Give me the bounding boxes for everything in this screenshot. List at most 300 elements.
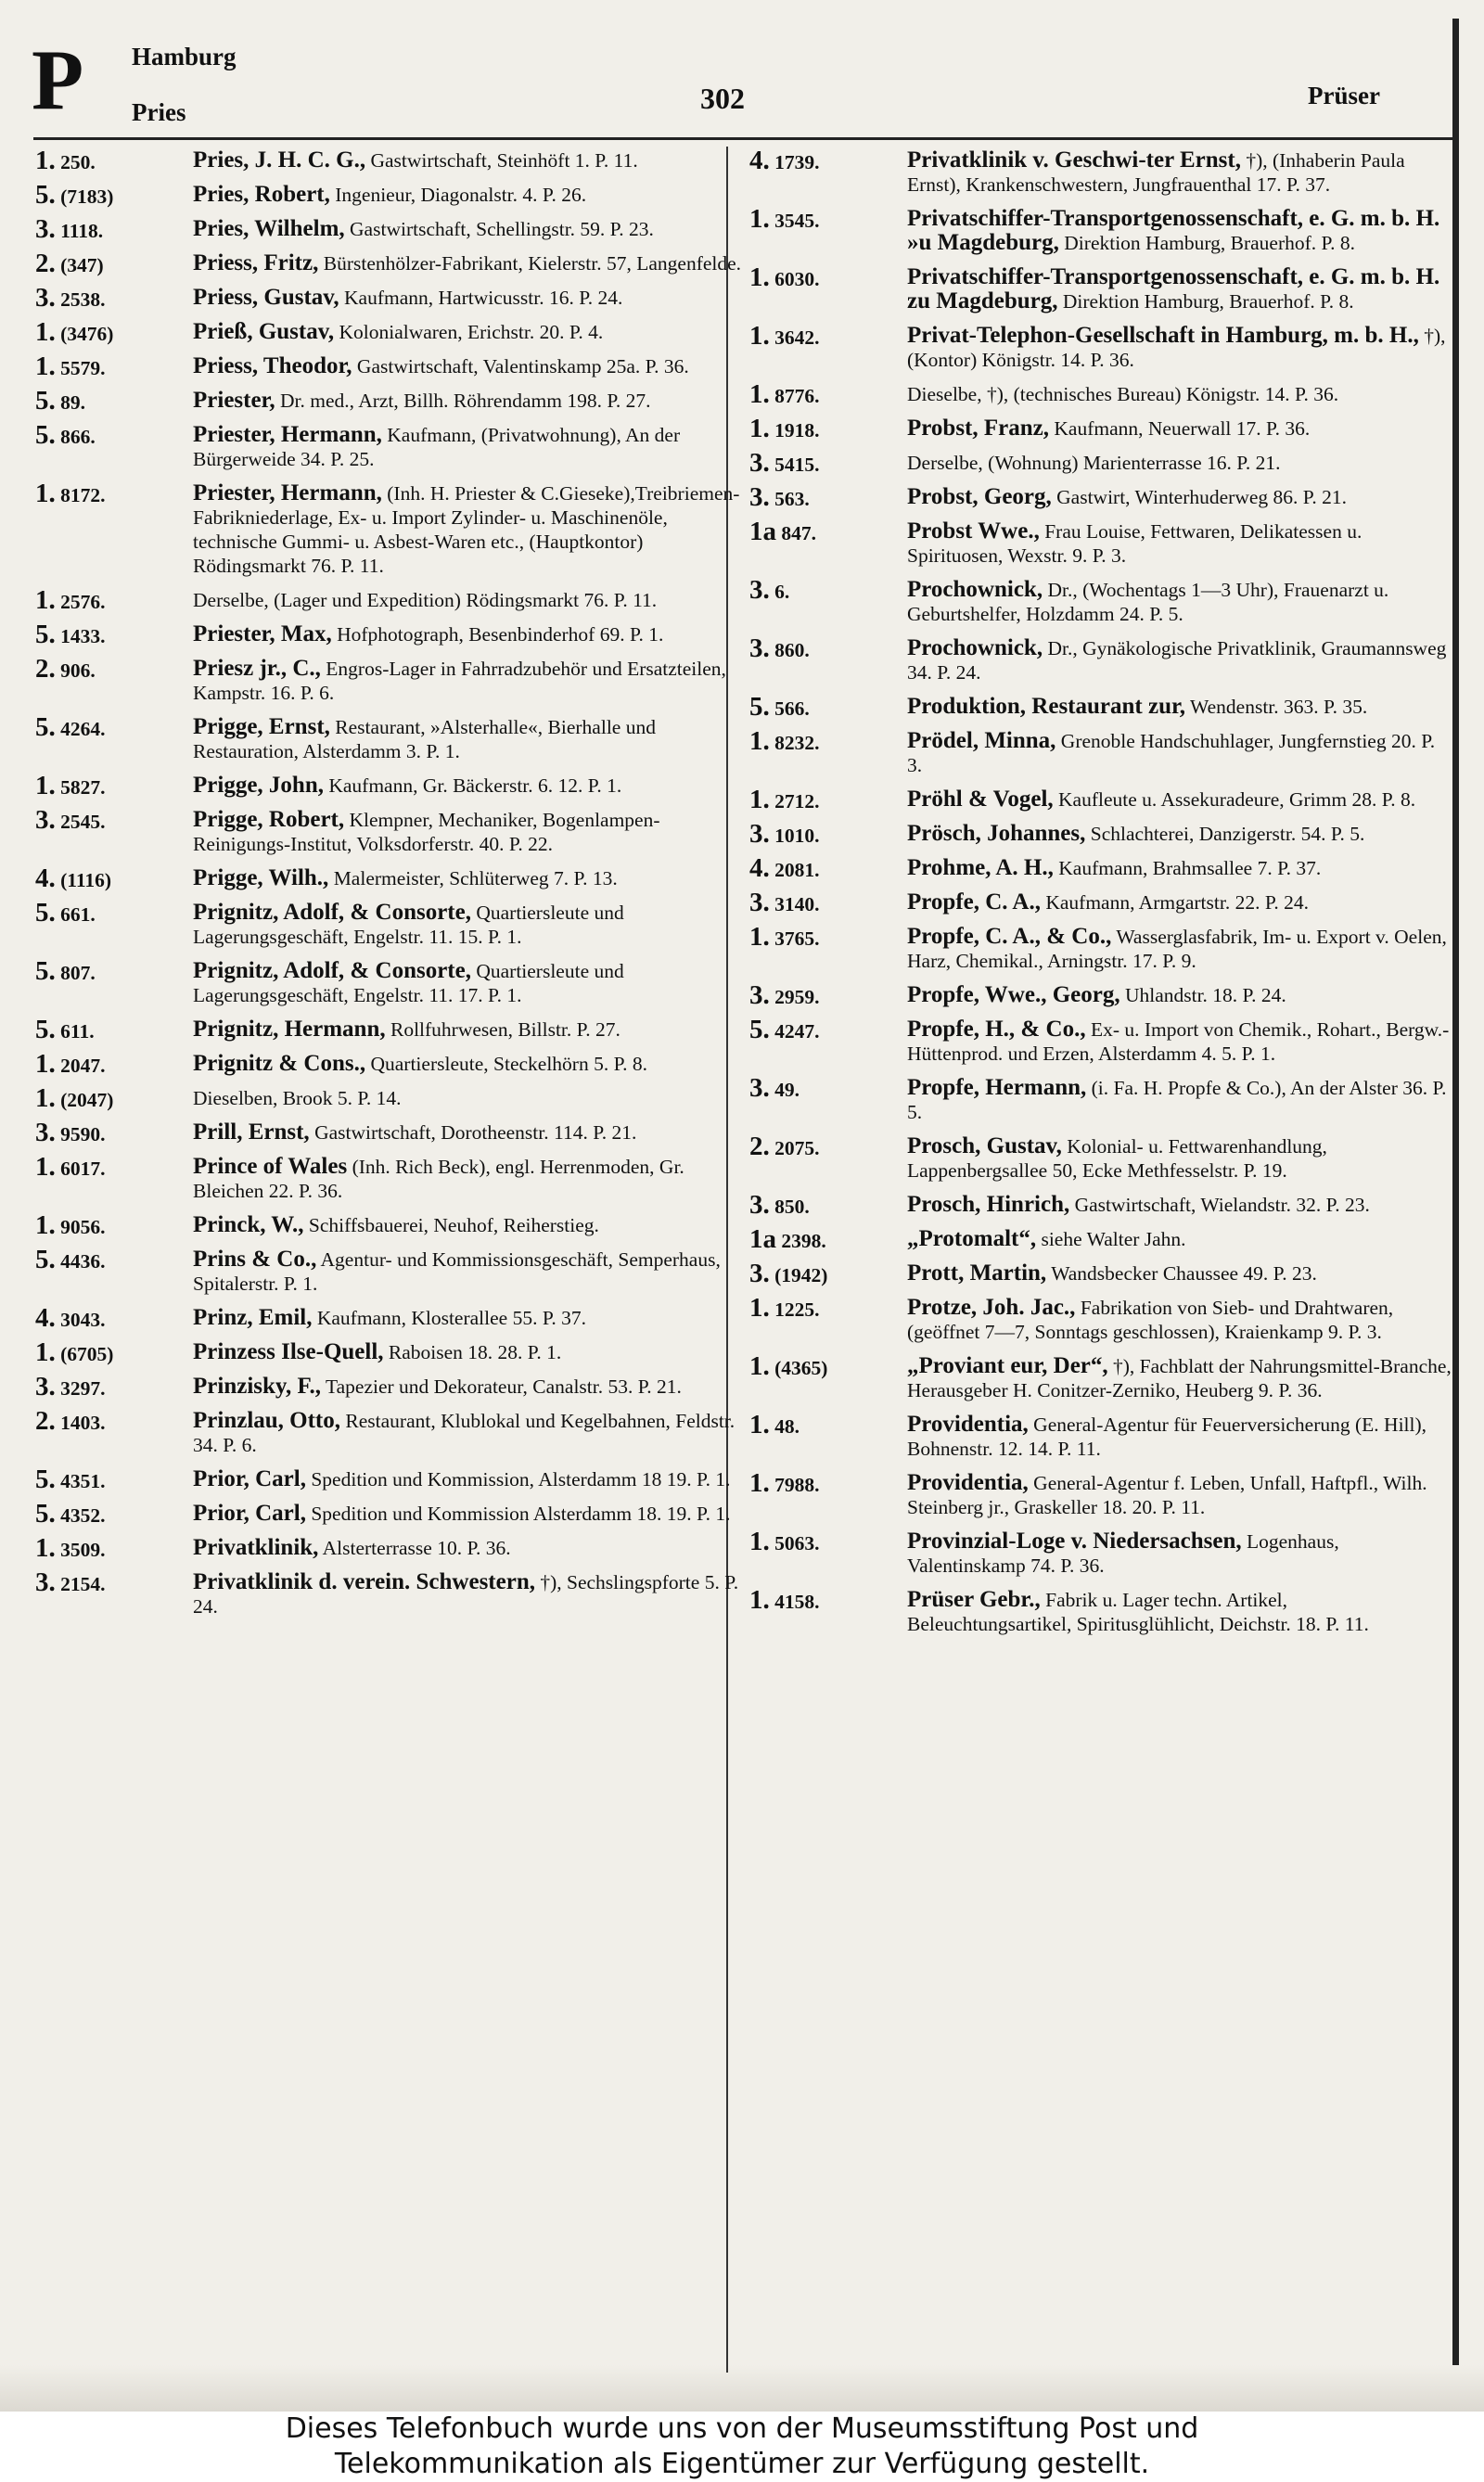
exchange-class: 3. — [749, 448, 770, 478]
phone-number: 6017. — [60, 1158, 106, 1180]
subscriber-details: Rollfuhrwesen, Billstr. P. 27. — [390, 1018, 620, 1041]
phone-number: 8172. — [60, 484, 106, 506]
directory-entry — [749, 819, 1454, 849]
subscriber-name: Priess, Theodor, — [193, 353, 352, 378]
directory-entry — [749, 853, 1454, 883]
subscriber-details: Gastwirtschaft, Schellingstr. 59. P. 23. — [350, 218, 654, 240]
exchange-class: 1. — [35, 1337, 56, 1367]
subscriber-name: Prosch, Hinrich, — [907, 1192, 1070, 1217]
phone-number: 6. — [774, 581, 790, 603]
phone-number: 850. — [774, 1196, 810, 1218]
phone-number: 3297. — [60, 1377, 106, 1400]
subscriber-name: Pries, Robert, — [193, 182, 330, 207]
subscriber-name: Princk, W., — [193, 1212, 304, 1237]
entry-text — [907, 925, 1454, 973]
entry-text — [907, 1296, 1454, 1344]
entry-text — [193, 1247, 749, 1296]
subscriber-name: Prochownick, — [907, 577, 1043, 602]
entry-text — [193, 588, 749, 612]
phone-number: 906. — [60, 659, 96, 682]
entry-number — [749, 980, 903, 1010]
entry-text — [193, 901, 749, 949]
phone-number: 2398. — [781, 1230, 826, 1252]
entry-text — [907, 416, 1454, 441]
exchange-class: 1. — [749, 785, 770, 814]
phone-number: 9590. — [60, 1123, 106, 1145]
subscriber-details: Uhlandstr. 18. P. 24. — [1124, 984, 1286, 1006]
phone-number: 3509. — [60, 1539, 106, 1561]
phone-number: (1116) — [60, 869, 112, 891]
subscriber-name: Produktion, Restaurant zur, — [907, 694, 1186, 719]
subscriber-details: Kaufleute u. Assekuradeure, Grimm 28. P. 8. — [1058, 788, 1416, 811]
subscriber-name: Priester, Hermann, — [193, 422, 382, 447]
exchange-class: 1. — [35, 1083, 56, 1113]
exchange-class: 3. — [35, 214, 56, 244]
subscriber-details: General-Agentur für Feuerversicherung (E. Hill), Bohnenstr. 12. 14. P. 11. — [907, 1414, 1427, 1460]
entry-number — [749, 575, 903, 605]
exchange-class: 1. — [35, 352, 56, 381]
entry-number — [35, 1303, 189, 1333]
subscriber-name: Privatschiffer-Transportgenossenschaft, e. G. m. b. H. »u Magdeburg, — [907, 206, 1440, 255]
phone-number: 4247. — [774, 1020, 820, 1043]
exchange-class: 1. — [749, 1585, 770, 1615]
entry-text — [193, 423, 749, 471]
subscriber-details: Alsterterrasse 10. P. 36. — [322, 1537, 511, 1559]
directory-entry — [749, 980, 1454, 1010]
entry-number — [35, 386, 189, 416]
entry-number — [35, 1049, 189, 1079]
exchange-class: 1. — [749, 321, 770, 351]
entry-text — [193, 866, 749, 890]
directory-entry — [35, 805, 749, 856]
exchange-class: 3. — [35, 1118, 56, 1147]
subscriber-details: Kaufmann, (Privatwohnung), An der Bürgerweide 34. P. 25. — [193, 424, 681, 470]
entry-number — [35, 712, 189, 742]
entry-text — [193, 217, 749, 241]
entry-text — [193, 1306, 749, 1330]
entry-text — [907, 1134, 1454, 1183]
phone-number: 1225. — [774, 1299, 820, 1321]
subscriber-details: Restaurant, Klublokal und Kegelbahnen, Feldstr. 34. P. 6. — [193, 1410, 736, 1456]
exchange-class: 3. — [749, 888, 770, 917]
entry-text — [193, 251, 749, 275]
entry-number — [35, 1083, 189, 1113]
subscriber-details: Klempner, Mechaniker, Bogenlampen-Reinigungs-Institut, Volksdorferstr. 40. P. 22. — [193, 809, 660, 855]
exchange-class: 3. — [35, 283, 56, 313]
exchange-class: 4. — [749, 853, 770, 883]
directory-entry — [35, 1406, 749, 1457]
phone-number: 5063. — [774, 1532, 820, 1554]
phone-number: 566. — [774, 697, 810, 720]
subscriber-name: Privatklinik, — [193, 1535, 319, 1560]
exchange-class: 1a — [749, 517, 776, 546]
entry-number — [35, 1017, 189, 1043]
exchange-class: 5. — [35, 1499, 56, 1529]
entry-number — [35, 214, 189, 244]
exchange-class: 1. — [749, 1468, 770, 1498]
entry-number — [749, 819, 903, 849]
subscriber-details: Derselbe, (Lager und Expedition) Rödingsmarkt 76. P. 11. — [193, 589, 658, 611]
directory-entry — [35, 1049, 749, 1079]
subscriber-details: Malermeister, Schlüterweg 7. P. 13. — [333, 867, 618, 889]
subscriber-details: Kaufmann, Armgartstr. 22. P. 24. — [1045, 891, 1310, 914]
exchange-class: 3. — [749, 575, 770, 605]
entry-number — [35, 180, 189, 210]
phone-number: 4158. — [774, 1591, 820, 1613]
directory-entry — [35, 1303, 749, 1333]
entry-text — [193, 1340, 749, 1364]
entry-text — [193, 1409, 749, 1457]
directory-entry — [749, 262, 1454, 313]
phone-number: 563. — [774, 488, 810, 510]
entry-number — [749, 922, 903, 952]
phone-number: 1433. — [60, 625, 106, 647]
entry-text — [907, 822, 1454, 846]
entry-text — [907, 148, 1454, 197]
entry-number — [35, 585, 189, 615]
directory-entry — [35, 481, 749, 578]
entry-number — [35, 866, 189, 892]
entry-text — [907, 856, 1454, 880]
entry-number — [749, 692, 903, 722]
entry-text — [907, 324, 1454, 372]
exchange-class: 1. — [749, 726, 770, 756]
entry-number — [35, 898, 189, 928]
directory-entry — [749, 922, 1454, 973]
entry-text — [193, 1467, 749, 1491]
phone-number: 2047. — [60, 1055, 106, 1077]
subscriber-name: Propfe, Hermann, — [907, 1075, 1087, 1100]
scan-shadow — [0, 2365, 1484, 2412]
entry-number — [749, 1351, 903, 1381]
phone-number: (6705) — [60, 1343, 114, 1365]
exchange-class: 3. — [749, 482, 770, 512]
phone-number: 3140. — [774, 893, 820, 915]
subscriber-name: Prignitz, Adolf, & Consorte, — [193, 900, 471, 925]
exchange-class: 3. — [749, 980, 770, 1010]
subscriber-name: Priester, Max, — [193, 621, 332, 646]
subscriber-name: Prinzisky, F., — [193, 1374, 321, 1399]
subscriber-name: Pries, Wilhelm, — [193, 216, 345, 241]
phone-number: 4436. — [60, 1250, 106, 1273]
entry-text — [193, 959, 749, 1007]
directory-entry — [749, 519, 1454, 568]
exchange-class: 1. — [35, 479, 56, 508]
entry-number — [35, 654, 189, 684]
exchange-class: 3. — [35, 1372, 56, 1401]
subscriber-details: Ex- u. Import von Chemik., Rohart., Bergw.-Hüttenprod. und Erzen, Alsterdamm 4. 5. P. 1. — [907, 1018, 1450, 1065]
subscriber-details: Dr., Gynäkologische Privatklinik, Graumannsweg 34. P. 24. — [907, 637, 1447, 684]
phone-number: 9056. — [60, 1216, 106, 1238]
entry-text — [907, 1261, 1454, 1286]
directory-entry — [35, 1210, 749, 1240]
entry-text — [193, 320, 749, 344]
entry-text — [907, 1193, 1454, 1217]
directory-entry — [35, 956, 749, 1007]
entry-number — [35, 148, 189, 174]
directory-entry — [35, 214, 749, 244]
subscriber-name: Prince of Wales — [193, 1154, 348, 1179]
page-number: 302 — [700, 82, 745, 115]
directory-entry — [35, 180, 749, 210]
phone-number: 3545. — [774, 210, 820, 232]
subscriber-details: Gastwirtschaft, Dorotheenstr. 114. P. 21. — [314, 1121, 637, 1144]
entry-number — [749, 1017, 903, 1043]
phone-number: 4352. — [60, 1504, 106, 1527]
subscriber-name: Protze, Joh. Jac., — [907, 1295, 1076, 1320]
subscriber-details: Wandsbecker Chaussee 49. P. 23. — [1051, 1262, 1317, 1285]
first-entry-name: Pries — [132, 98, 186, 126]
entry-number — [749, 1261, 903, 1287]
subscriber-name: Prins & Co., — [193, 1247, 317, 1272]
subscriber-name: Prochownick, — [907, 635, 1043, 660]
subscriber-name: Priester, — [193, 388, 275, 413]
phone-number: 1118. — [60, 220, 104, 242]
page-header — [0, 0, 1484, 139]
entry-text — [907, 787, 1454, 812]
subscriber-name: Prüser Gebr., — [907, 1587, 1041, 1612]
exchange-class: 1. — [35, 1049, 56, 1079]
subscriber-name: Prignitz, Hermann, — [193, 1017, 386, 1042]
entry-number — [749, 262, 903, 292]
directory-entry — [749, 1017, 1454, 1066]
phone-number: (4365) — [774, 1357, 828, 1379]
subscriber-details: Frau Louise, Fettwaren, Delikatessen u. Spirituosen, Wexstr. 9. P. 3. — [907, 520, 1362, 567]
entry-number — [35, 1467, 189, 1493]
directory-entry — [749, 1190, 1454, 1220]
subscriber-details: Kolonial- u. Fettwarenhandlung, Lappenbergsallee 50, Ecke Methfesselstr. P. 19. — [907, 1135, 1327, 1182]
subscriber-name: „Proviant eur, Der“, — [907, 1353, 1108, 1378]
subscriber-name: Pries, J. H. C. G., — [193, 147, 366, 173]
directory-entry — [35, 148, 749, 173]
entry-text — [193, 622, 749, 646]
entry-text — [193, 1120, 749, 1145]
phone-number: 2081. — [774, 859, 820, 881]
subscriber-details: Gastwirt, Winterhuderweg 86. P. 21. — [1056, 486, 1347, 508]
subscriber-details: Ingenieur, Diagonalstr. 4. P. 26. — [335, 184, 587, 206]
directory-entry — [749, 1073, 1454, 1124]
subscriber-name: Prödel, Minna, — [907, 728, 1056, 753]
entry-text — [193, 1375, 749, 1399]
phone-number: 4351. — [60, 1470, 106, 1492]
directory-entry — [749, 890, 1454, 915]
directory-entry — [749, 1410, 1454, 1461]
exchange-class: 2. — [35, 654, 56, 684]
entry-text — [907, 451, 1454, 475]
entry-number — [35, 1406, 189, 1436]
directory-entry — [35, 1533, 749, 1563]
entry-text — [193, 715, 749, 763]
directory-entry — [35, 654, 749, 705]
entry-text — [193, 1086, 749, 1110]
subscriber-name: Propfe, C. A., — [907, 889, 1041, 915]
exchange-class: 2. — [35, 249, 56, 278]
exchange-class: 5. — [749, 1015, 770, 1044]
entry-text — [907, 207, 1454, 255]
subscriber-name: Priester, Hermann, — [193, 480, 382, 505]
exchange-class: 5. — [35, 386, 56, 416]
directory-entry — [749, 1585, 1454, 1636]
subscriber-name: „Protomalt“, — [907, 1226, 1037, 1251]
exchange-class: 5. — [35, 620, 56, 649]
entry-text — [193, 808, 749, 856]
entry-text — [193, 1155, 749, 1203]
phone-number: 2075. — [774, 1137, 820, 1159]
directory-entry — [35, 1152, 749, 1203]
entry-number — [35, 1210, 189, 1240]
phone-number: 2538. — [60, 288, 106, 311]
entry-text — [907, 578, 1454, 626]
subscriber-details: Gastwirtschaft, Valentinskamp 25a. P. 36. — [356, 355, 689, 377]
phone-number: 89. — [60, 391, 85, 414]
subscriber-details: †), Sechslingspforte 5. P. 24. — [193, 1571, 739, 1618]
right-column — [749, 148, 1454, 1646]
entry-text — [193, 148, 749, 173]
entry-number — [35, 1567, 189, 1597]
entry-text — [907, 983, 1454, 1007]
subscriber-name: Prösch, Johannes, — [907, 821, 1086, 846]
entry-text — [907, 485, 1454, 509]
phone-number: 860. — [774, 639, 810, 661]
phone-number: (3476) — [60, 323, 114, 345]
subscriber-name: Prinzess Ilse-Quell, — [193, 1339, 384, 1364]
footer-line-1: Dieses Telefonbuch wurde uns von der Museumsstiftung Post und — [285, 2412, 1199, 2445]
entry-text — [193, 1052, 749, 1076]
entry-number — [35, 1152, 189, 1182]
subscriber-details: Wasserglasfabrik, Im- u. Export v. Oelen, Harz, Chemikal., Arningstr. 17. P. 9. — [907, 926, 1447, 972]
exchange-class: 1. — [749, 922, 770, 952]
exchange-class: 1. — [749, 1410, 770, 1439]
directory-entry — [35, 1120, 749, 1145]
entry-number — [749, 1468, 903, 1498]
exchange-class: 5. — [35, 1465, 56, 1494]
phone-number: 2959. — [774, 986, 820, 1008]
directory-entry — [35, 898, 749, 949]
subscriber-details: Spedition und Kommission, Alsterdamm 18 19. P. 1. — [311, 1468, 731, 1490]
exchange-class: 2. — [749, 1132, 770, 1161]
exchange-class: 1. — [749, 414, 770, 443]
phone-number: 8776. — [774, 385, 820, 407]
phone-number: 2712. — [774, 790, 820, 812]
left-column — [35, 148, 749, 1629]
exchange-class: 3. — [749, 633, 770, 663]
entry-number — [749, 204, 903, 234]
directory-entry — [749, 726, 1454, 777]
subscriber-name: Propfe, H., & Co., — [907, 1017, 1086, 1042]
entry-number — [749, 1410, 903, 1439]
entry-text — [907, 1354, 1454, 1402]
exchange-class: 2. — [35, 1406, 56, 1436]
subscriber-name: Prott, Martin, — [907, 1260, 1047, 1286]
entry-text — [907, 265, 1454, 313]
exchange-class: 4. — [35, 864, 56, 893]
entry-number — [35, 1533, 189, 1563]
phone-number: 1010. — [774, 825, 820, 847]
exchange-class: 5. — [35, 712, 56, 742]
exchange-class: 1. — [35, 1210, 56, 1240]
subscriber-details: Dieselben, Brook 5. P. 14. — [193, 1087, 402, 1109]
entry-text — [193, 1570, 749, 1618]
entry-number — [35, 1120, 189, 1146]
phone-number: 5827. — [60, 776, 106, 799]
subscriber-details: †), (Kontor) Königstr. 14. P. 36. — [907, 325, 1446, 371]
subscriber-details: (Inh. Rich Beck), engl. Herrenmoden, Gr. Bleichen 22. P. 36. — [193, 1156, 684, 1202]
directory-entry — [749, 1468, 1454, 1519]
subscriber-details: Kolonialwaren, Erichstr. 20. P. 4. — [339, 321, 604, 343]
directory-entry — [35, 1372, 749, 1401]
entry-text — [193, 774, 749, 798]
subscriber-name: Propfe, C. A., & Co., — [907, 924, 1112, 949]
directory-entry — [35, 1083, 749, 1113]
exchange-class: 1. — [749, 1527, 770, 1556]
exchange-class: 1. — [35, 771, 56, 800]
subscriber-details: Dieselbe, †), (technisches Bureau) Königstr. 14. P. 36. — [907, 383, 1339, 405]
directory-entry — [749, 1261, 1454, 1286]
subscriber-name: Probst Wwe., — [907, 518, 1040, 544]
entry-text — [907, 890, 1454, 915]
subscriber-name: Prieß, Gustav, — [193, 319, 335, 344]
entry-text — [907, 729, 1454, 777]
phone-number: 2576. — [60, 591, 106, 613]
exchange-class: 3. — [35, 805, 56, 835]
subscriber-details: Kaufmann, Neuerwall 17. P. 36. — [1054, 417, 1311, 440]
subscriber-details: Fabrikation von Sieb- und Drahtwaren, (geöffnet 7—7, Sonntags geschlossen), Kraienkamp 9. P. 3. — [907, 1297, 1394, 1343]
phone-number: 2154. — [60, 1573, 106, 1595]
directory-entry — [749, 416, 1454, 441]
subscriber-details: Kaufmann, Brahmsallee 7. P. 37. — [1058, 857, 1322, 879]
entry-number — [35, 420, 189, 450]
entry-number — [749, 726, 903, 756]
entry-text — [907, 1471, 1454, 1519]
exchange-class: 1. — [749, 379, 770, 409]
directory-entry — [35, 420, 749, 471]
directory-entry — [35, 620, 749, 649]
subscriber-details: (Inh. H. Priester & C.Gieseke),Treibriemen-Fabrikniederlage, Ex- u. Import Zylinder- u. Maschinenöle, technische Gummi- u. Asbest-Waren etc., (Hauptkontor) Rödingsmarkt 76. P. 11. — [193, 482, 740, 577]
exchange-class: 3. — [749, 1190, 770, 1220]
exchange-class: 1. — [749, 204, 770, 234]
subscriber-details: Kaufmann, Hartwicusstr. 16. P. 24. — [344, 287, 623, 309]
entry-text — [193, 1536, 749, 1560]
entry-number — [35, 805, 189, 835]
entry-number — [35, 251, 189, 277]
exchange-class: 1. — [35, 317, 56, 347]
entry-number — [35, 1499, 189, 1529]
entry-number — [35, 354, 189, 380]
exchange-class: 5. — [35, 898, 56, 928]
exchange-class: 1. — [749, 1293, 770, 1323]
subscriber-name: Prignitz & Cons., — [193, 1051, 366, 1076]
phone-number: 8232. — [774, 732, 820, 754]
entry-text — [193, 1502, 749, 1526]
subscriber-name: Probst, Georg, — [907, 484, 1052, 509]
entry-number — [749, 1224, 903, 1254]
directory-entry — [35, 864, 749, 893]
entry-text — [193, 389, 749, 413]
subscriber-name: Privatklinik d. verein. Schwestern, — [193, 1569, 535, 1594]
exchange-class: 3. — [749, 1073, 770, 1103]
entry-number — [749, 416, 903, 442]
footer-line-2: Telekommunikation als Eigentümer zur Verfügung gestellt. — [334, 2448, 1150, 2480]
subscriber-details: Direktion Hamburg, Brauerhof. P. 8. — [1064, 232, 1355, 254]
entry-number — [749, 448, 903, 478]
directory-entry — [35, 1465, 749, 1494]
subscriber-name: Privat-Telephon-Gesellschaft in Hamburg, m. b. H., — [907, 323, 1419, 348]
entry-number — [35, 622, 189, 648]
subscriber-name: Priesz jr., C., — [193, 656, 321, 681]
subscriber-details: Engros-Lager in Fahrradzubehör und Ersatzteilen, Kampstr. 16. P. 6. — [193, 658, 726, 704]
phone-number: 2545. — [60, 811, 106, 833]
directory-entry — [749, 1134, 1454, 1183]
